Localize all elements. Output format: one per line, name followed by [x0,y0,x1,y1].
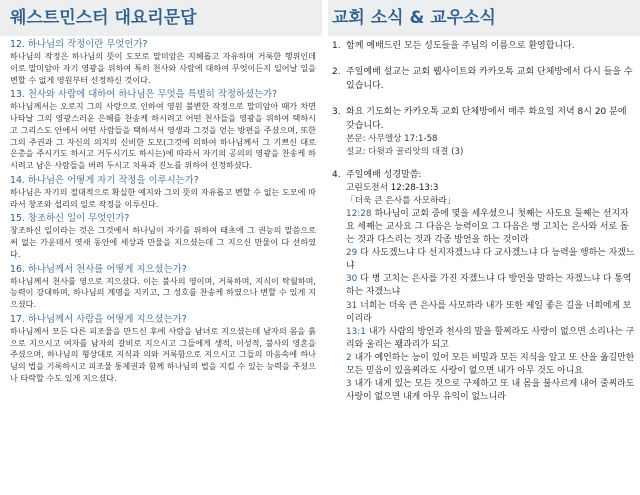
verse [346,273,636,299]
question-15: 15. 창조하신 일이 무엇인가? [10,213,130,225]
answer-17: 하나님께서 모든 다른 피조물을 만드신 후에 사람을 남녀로 지으셨는데 남자의 몸을 흙으로 지으시고 여자를 남자의 갈비로 지으시고 그들에게 생적, 이성적, 불사의 영혼을 주셨으며, 하나님의 형상대로 지식과 의와 거룩함으로 지으시고 그들의 마음속에 하나님의 법을 기록하시고 피조물 통제권과 함께 하나님의 법을 지킬 수 있는 능력을 주셨으나 타락할 수도 있게 지으셨다. [10,325,316,383]
notice-text: 주일예배 설교는 교회 웹사이트와 카카오톡 교회 단체방에서 다시 들을 수 있습니다. [346,67,633,91]
answer-14: 하나님은 자기의 절대적으로 확실한 예지와 그의 뜻의 자유롭고 변할 수 없는 도모에 따라서 창조와 섭리의 일로 작정을 이루신다. [10,186,316,209]
notice-item [332,40,636,53]
notice-number: 4. [332,169,341,180]
notice-item [332,66,636,93]
catechism-body [0,36,322,385]
verse-text: 내가 내게 있는 모든 것으로 구제하고 또 내 몸을 불사르게 내어 줄찌라도 사랑이 없으면 내게 아무 유익이 없느니라 [346,379,635,403]
news-title: 교회 소식 & 교우소식 [328,0,640,36]
catechism-column [0,0,322,387]
question-16: 16. 하나님께서 천사를 어떻게 지으셨는가? [10,263,187,275]
prayer-sermon: 설교: 다윗과 골리앗의 대결 (3) [346,147,464,158]
scripture-block [332,182,636,404]
verse [346,326,636,352]
verse-text: 다 병 고치는 은사를 가진 자겠느냐 다 방언을 말하는 자겠느냐 다 통역하는 자겠느냐 [346,274,632,298]
question-12: 12. 하나님의 작정이란 무엇인가? [10,39,148,50]
answer-12: 하나님의 작정은 하나님의 뜻이 도모로 말미암은 지혜롭고 자유하며 거룩한 행위인데 이로 말미암아 자기 영광을 위하여 특히 천사와 사람에 대하여 무엇이든지 일어날 일을 변할 수 없게 영원부터 선정하신 것이다. [10,51,316,85]
prayer-passage: 본문: 사무엘상 17:1-58 [346,134,438,145]
verse [346,378,636,404]
question-17: 17. 하나님께서 사람을 어떻게 지으셨는가? [10,313,187,325]
catechism-title: 웨스트민스터 대요리문답 [0,0,322,36]
sermon-subtitle: 「더욱 큰 은사를 사모하라」 [346,195,456,206]
sermon-notice [332,169,636,404]
notice-number: 2. [332,67,341,78]
sermon-heading-row [332,169,636,182]
answer-16: 하나님께서 천사를 영으로 지으셨다. 이는 불사의 영이며, 거룩하며, 지식이 탁월하며, 능력이 강대하며, 하나님의 계명을 지키고, 그 성호를 찬송케 하였으나 변할 수 있게 지으셨다. [10,275,316,309]
news-column [328,0,640,404]
verse-text: 너희는 더욱 큰 은사를 사모하라 내가 또한 제일 좋은 길을 너희에게 보이리라 [346,300,632,324]
news-body [328,36,640,404]
notice-text: 함께 예배드린 모든 성도들을 주님의 이름으로 환영합니다. [346,41,575,51]
notice-number: 3. [332,107,341,118]
qa-item [10,38,316,86]
verse [346,300,636,326]
verse-number: 30 [346,274,358,285]
verse [346,352,636,378]
qa-item [10,174,316,211]
qa-item [10,88,316,172]
sermon-heading: 주일예배 성경말씀: [346,169,422,180]
qa-item [10,263,316,311]
verse-number: 2 [346,352,352,363]
qa-item [10,212,316,260]
verse-number: 13:1 [346,326,366,337]
verse-text: 다 사도겠느냐 다 선지자겠느냐 다 교사겠느냐 다 능력을 행하는 자겠느냐 [346,248,635,272]
question-14: 14. 하나님은 어떻게 자기 작정을 이루시는가? [10,174,199,186]
answer-15: 창조하신 일이라는 것은 그것에서 하나님이 자기를 위하여 태초에 그 권능의 말씀으로써 없는 가운데서 엿새 동안에 세상과 만물을 지으셨는데 그 지으신 만물이 다 선하였다. [10,225,316,259]
verse [346,208,636,247]
verse-number: 12:28 [346,208,372,219]
notice-item [332,106,636,160]
verse-number: 3 [346,379,352,390]
qa-item [10,313,316,385]
verse-number: 29 [346,248,358,259]
answer-13: 하나님께서는 오로지 그의 사랑으로 인하여 영원 불변한 작정으로 말미암아 때가 차면 나타날 그의 영광스러운 은혜를 찬송케 하시려고 어떤 천사들을 영광을 위하여 택하시고 그리스도 안에서 어떤 사람들을 택하셔서 영생과 그것을 얻는 방편을 주셨으며, 또한 그의 주권과 그 자신의 의지의 신비한 도모(그것에 의하여 하나님께서 그 기쁘신 대로 은총을 주시기도 하시고 거두시기도 하시는)에 따라서 자기의 공의의 영광을 찬송케 하시려고 남은 사람들을 버려 두시고 치욕과 진노를 위하여 선정하셨다. [10,101,316,170]
verse-number: 31 [346,300,358,311]
notice-content [346,106,636,160]
verse [346,247,636,273]
verse-text: 내가 예언하는 능이 있어 모든 비밀과 모든 지식을 알고 또 산을 옮길만한 모든 믿음이 있을찌라도 사랑이 없으면 내가 아무 것도 아니요 [346,352,635,376]
verse-text: 내가 사람의 방언과 천사의 말을 할찌라도 사랑이 없으면 소리나는 구리와 울리는 꽹과리가 되고 [346,326,635,350]
verse-text: 하나님이 교회 중에 몇을 세우셨으니 첫째는 사도요 둘째는 선지자요 세째는 교사요 그 다음은 능력이요 그 다음은 병 고치는 은사와 서로 돕는 것과 다스리는 것과 각종 방언을 하는 것이라 [346,208,629,246]
question-13: 13. 천사와 사람에 대하여 하나님은 무엇을 특별히 작정하셨는가? [10,89,278,101]
scripture-reference: 고린도전서 12:28-13:3 [346,182,439,193]
notice-number: 1. [332,41,341,51]
notice-text: 화요 기도회는 카카오톡 교회 단체방에서 매주 화요일 저녁 8시 20 분에 갖습니다. [346,107,627,131]
